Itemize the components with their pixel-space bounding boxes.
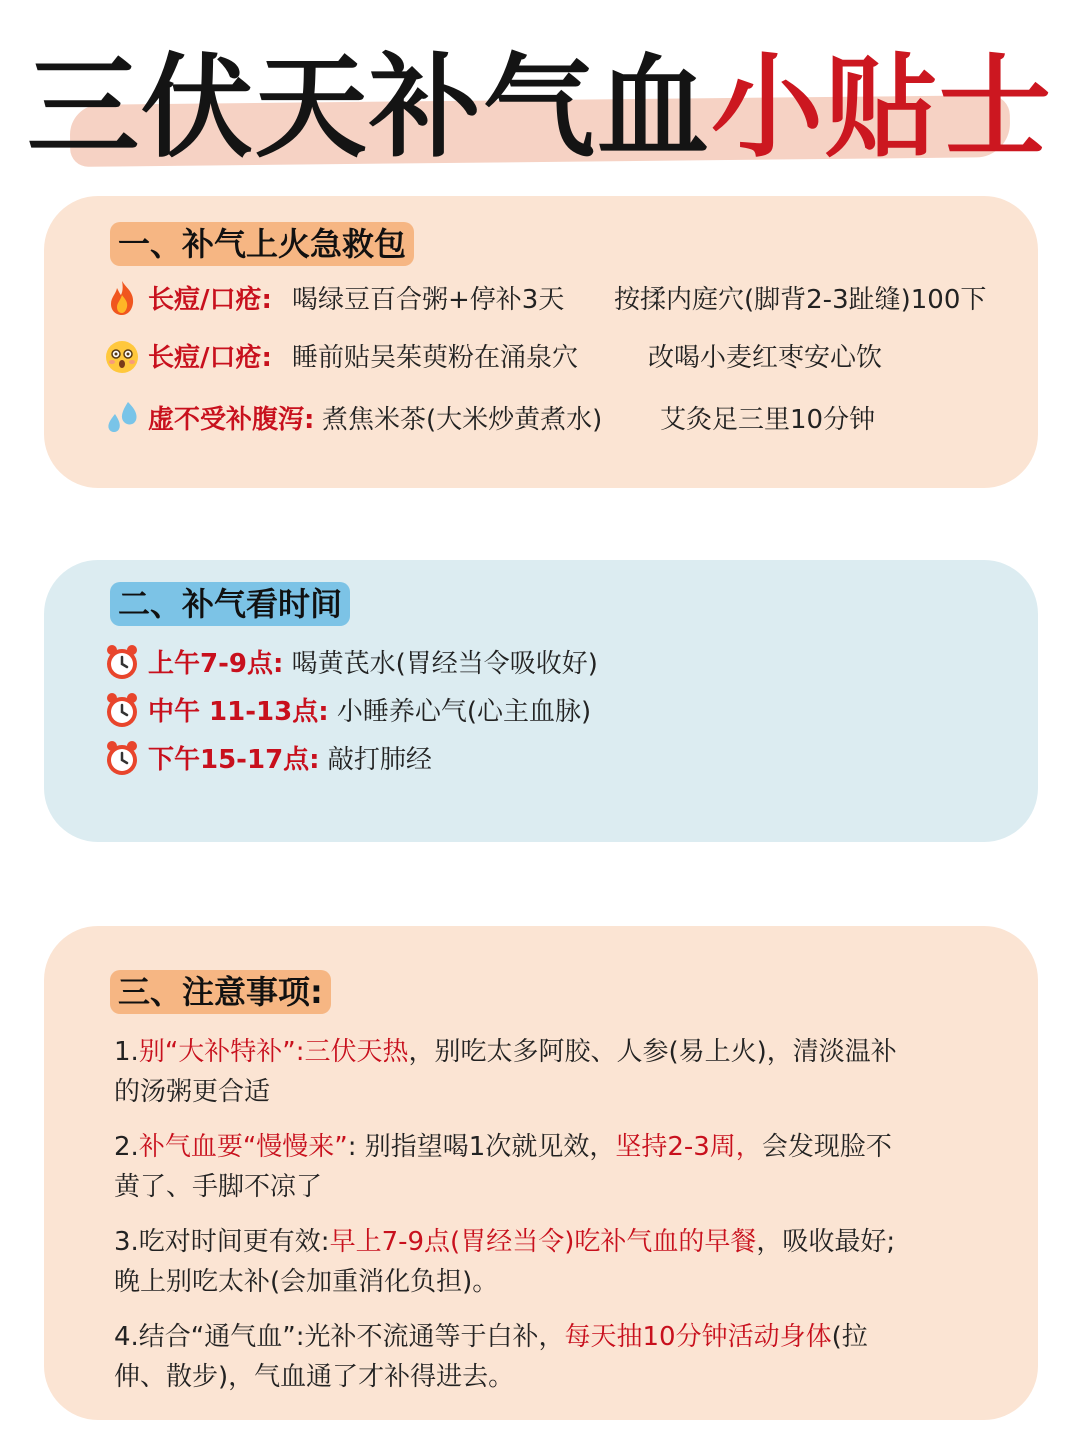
row-label: 长痘/口疮:	[148, 285, 272, 315]
list-item	[102, 398, 876, 442]
list-item	[102, 690, 591, 734]
note-text: ，吸收最好;晚上别吃太补(会加重消化负担)。	[114, 1227, 896, 1297]
note-prefix: 4.结合“通气血”:光补不流通等于白补，	[114, 1322, 565, 1352]
list-item	[102, 336, 883, 380]
row-label: 长痘/口疮:	[148, 343, 272, 373]
fire-icon	[102, 278, 142, 318]
dizzy-face-icon	[102, 336, 142, 376]
list-item	[102, 738, 432, 782]
row-text-remedy: 睡前贴吴茱萸粉在涌泉穴	[292, 343, 579, 373]
note-highlight: 别“大补特补”:三伏天热	[138, 1037, 409, 1067]
note-text-mid: : 别指望喝1次就见效，	[347, 1132, 616, 1162]
alarm-clock-icon	[102, 642, 142, 682]
section-heading: 一、补气上火急救包	[110, 222, 414, 266]
note-highlight: 每天抽10分钟活动身体	[564, 1322, 832, 1352]
alarm-clock-icon	[102, 738, 142, 778]
row-text-alternative: 改喝小麦红枣安心饮	[648, 343, 883, 373]
section-card-first-aid	[44, 196, 1038, 488]
row-label: 中午 11-13点:	[148, 697, 329, 727]
row-label: 上午7-9点:	[148, 649, 284, 679]
row-text-remedy: 喝绿豆百合粥+停补3天	[292, 285, 565, 315]
row-label: 下午15-17点:	[148, 745, 320, 775]
row-text-alternative: 按揉内庭穴(脚背2-3趾缝)100下	[614, 285, 987, 315]
note-item-2	[114, 1127, 914, 1207]
note-prefix: 2.	[114, 1132, 139, 1162]
section-heading: 三、注意事项:	[110, 970, 331, 1014]
row-text: 敲打肺经	[327, 745, 432, 775]
row-text-remedy: 煮焦米茶(大米炒黄煮水)	[322, 405, 603, 435]
alarm-clock-icon	[102, 690, 142, 730]
section-card-timing	[44, 560, 1038, 842]
row-label: 虚不受补腹泻:	[148, 405, 315, 435]
note-text: 会发现脸不黄了、手脚不凉了	[114, 1132, 892, 1202]
page-title	[0, 43, 1080, 173]
note-prefix: 3.吃对时间更有效:	[114, 1227, 330, 1257]
droplets-icon	[102, 398, 142, 438]
list-item	[102, 642, 598, 686]
note-highlight-2: 坚持2-3周，	[615, 1132, 762, 1162]
row-text: 喝黄芪水(胃经当令吸收好)	[291, 649, 598, 679]
note-item-3	[114, 1222, 914, 1302]
note-highlight: 补气血要“慢慢来”	[138, 1132, 348, 1162]
title-block	[0, 38, 1080, 178]
note-text: (拉伸、散步)，气血通了才补得进去。	[114, 1322, 868, 1392]
row-text-alternative: 艾灸足三里10分钟	[660, 405, 876, 435]
note-item-1	[114, 1032, 914, 1112]
note-item-4	[114, 1317, 914, 1397]
list-item	[102, 278, 987, 322]
note-prefix: 1.	[114, 1037, 139, 1067]
note-highlight: 早上7-9点(胃经当令)吃补气血的早餐	[329, 1227, 757, 1257]
row-text: 小睡养心气(心主血脉)	[336, 697, 592, 727]
title-part-red: 小贴士	[711, 43, 1053, 173]
section-heading: 二、补气看时间	[110, 582, 350, 626]
note-text: ，别吃太多阿胶、人参(易上火)，清淡温补的汤粥更合适	[114, 1037, 897, 1107]
title-part-black: 三伏天补气血	[27, 43, 711, 173]
